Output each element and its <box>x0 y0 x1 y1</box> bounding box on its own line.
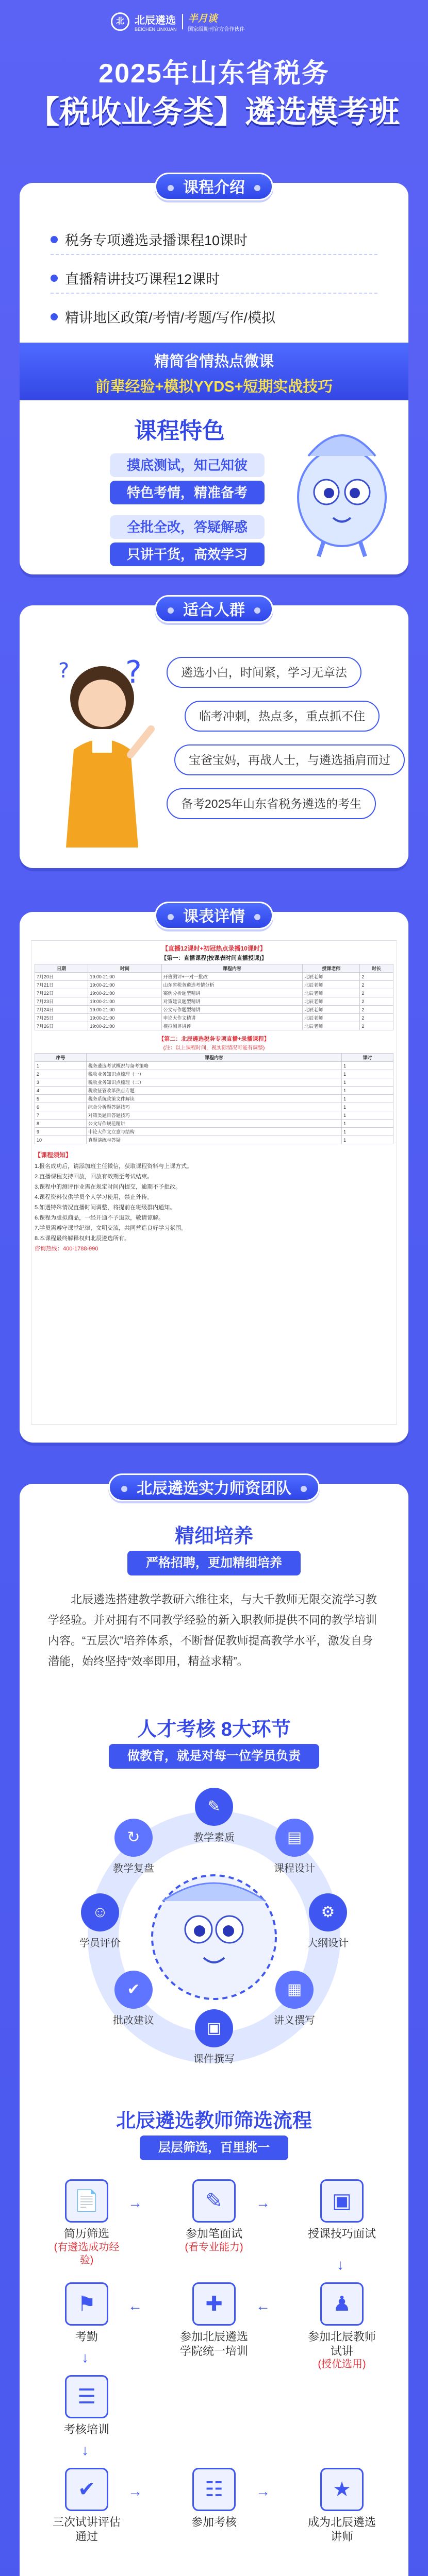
table-row: 7月24日 19:00-21:00 公文写作题型精讲 北辰老师 2 <box>35 1006 393 1014</box>
schedule-sheet <box>31 940 397 1425</box>
list-item: 7.学员需遵守课堂纪律，文明交流，共同营造良好学习氛围。 <box>35 1225 187 1231</box>
arrow-down-icon: ↓ <box>337 2257 344 2273</box>
divider <box>51 293 377 294</box>
schedule-title: 课表详情 <box>155 902 273 929</box>
table-row: 10 真题演练与答疑 1 <box>35 1136 393 1144</box>
team-title: 北辰遴选实力师资团队 <box>108 1473 320 1501</box>
schedule-table-recorded: 序号 课程内容 课时 1 税务遴选考试概况与备考策略 1 2 税收业务知识点梳理（一） 1 3 税收业务知识点梳理（二） 1 4 税收征管改革热点专题 1 5 税务系统政策文件解读 1 6 综合分析题答题技巧 1 7 对策类题目答题技巧 1 8 公文写作规范精讲 1 9 申论大作文立意与结构 1 10 真题演练与答疑 1 <box>35 1053 393 1144</box>
notes-list <box>35 1161 393 1254</box>
school-icon: ✚ <box>192 2282 236 2326</box>
node-icon: ▣ <box>195 2009 233 2047</box>
node-icon: ▦ <box>275 1971 314 2009</box>
banner-line1: 精简省情热点微课 <box>154 353 274 370</box>
flow-step: ⚑ 考勤 <box>48 2282 125 2344</box>
table-row: 7月21日 19:00-21:00 山东省税务遴选考情分析 北辰老师 2 <box>35 981 393 989</box>
logo-icon: 北 <box>111 12 129 31</box>
notes-title: 【课程须知】 <box>35 1151 72 1159</box>
node-icon: ✎ <box>195 1788 233 1826</box>
flow-step: ▣ 授课技巧面试 <box>303 2179 381 2241</box>
node-icon: ☺ <box>81 1893 119 1931</box>
schedule-section2: 【第二：北辰遴选税务专项直播+录播课程】 <box>158 1036 270 1042</box>
flow-step: ★ 成为北辰遴选讲师 <box>303 2468 381 2544</box>
logo-pinyin: BEICHEN LINXUAN <box>135 26 177 32</box>
feature-item: 特色考情，精准备考 <box>110 481 265 504</box>
arrow-right-icon: → <box>256 2483 270 2499</box>
flow-step: ✔ 三次试讲评估通过 <box>48 2468 125 2544</box>
flow-step: ☰ 考核培训 <box>48 2375 125 2437</box>
partner-sub: 国家级期刊官方合作伙伴 <box>188 27 245 32</box>
title-line2: 【税收业务类】遴选模考班 <box>28 95 400 129</box>
schedule-section2-note: (注：以上课程时间，视实际情况可能有调整) <box>163 1045 265 1051</box>
checklist-icon: ☰ <box>65 2375 108 2418</box>
team-sub3: 北辰遴选教师筛选流程 <box>116 2110 312 2132</box>
table-row: 7月25日 19:00-21:00 申论大作文精讲 北辰老师 2 <box>35 1014 393 1022</box>
list-item: 2.直播课程支持回放，回放有效期至考试结束。 <box>35 1174 153 1180</box>
flow-step: ✚ 参加北辰遴选学院统一培训 <box>175 2282 253 2358</box>
divider <box>51 254 377 255</box>
list-item: 5.如遇特殊情况直播时间调整，将提前在班级群内通知。 <box>35 1205 176 1211</box>
list-item: 6.课程为虚拟商品，一经开通不予退款，敬请谅解。 <box>35 1215 164 1221</box>
logo-name: 北辰遴选 <box>135 14 176 26</box>
table-row: 4 税收征管改革热点专题 1 <box>35 1087 393 1095</box>
node-icon: ✔ <box>114 1971 153 2009</box>
table-row: 8 公文写作规范精讲 1 <box>35 1120 393 1128</box>
ring-node: ✔ 批改建议 <box>110 1971 157 2027</box>
team-sub1: 精细培养 <box>174 1526 253 1547</box>
title-line1: 2025年山东省税务 <box>98 59 330 89</box>
table-row: 7月22日 19:00-21:00 案例分析题型精讲 北辰老师 2 <box>35 989 393 997</box>
assessment-ring <box>59 1783 369 2092</box>
ring-node: ↻ 教学复盘 <box>110 1819 157 1875</box>
intro-title: 课程介绍 <box>155 173 273 200</box>
intro-banner <box>20 343 408 400</box>
table-row: 1 税务遴选考试概况与备考策略 1 <box>35 1062 393 1070</box>
schedule-section1: 【第一：直播课程(按课表时间直播授课)】 <box>161 955 267 961</box>
table-row: 7月20日 19:00-21:00 开班测评+一对一批改 北辰老师 2 <box>35 973 393 981</box>
attendance-icon: ⚑ <box>65 2282 108 2326</box>
ring-node: ▣ 课件撰写 <box>190 2009 238 2065</box>
intro-item: 税务专项遴选录播课程10课时 <box>51 229 248 249</box>
table-row: 9 申论大作文立意与结构 1 <box>35 1128 393 1136</box>
schedule-card <box>20 908 408 1443</box>
approve-icon: ✔ <box>65 2468 108 2511</box>
audience-item: 临考冲刺，热点多，重点抓不住 <box>185 701 380 732</box>
audience-card <box>20 602 408 868</box>
teacher-illustration-icon <box>48 652 156 848</box>
table-row: 6 综合分析题答题技巧 1 <box>35 1103 393 1111</box>
training-icon: ♟ <box>320 2282 364 2326</box>
arrow-left-icon: ← <box>128 2298 142 2314</box>
teacher-star-icon: ★ <box>320 2468 364 2511</box>
selection-flow <box>20 2179 408 2576</box>
ring-node: ▤ 课程设计 <box>271 1819 318 1875</box>
intro-card <box>20 179 408 574</box>
bullet-icon <box>51 313 58 320</box>
arrow-right-icon: → <box>256 2195 270 2211</box>
resume-icon: 📄 <box>65 2179 108 2223</box>
feature-item: 全批全改，答疑解惑 <box>110 515 265 539</box>
table-row: 3 税收业务知识点梳理（二） 1 <box>35 1078 393 1087</box>
presentation-icon: ▣ <box>320 2179 364 2223</box>
bullet-icon <box>51 236 58 243</box>
bullet-icon <box>51 275 58 282</box>
table-row: 7月26日 19:00-21:00 模拟测评讲评 北辰老师 2 <box>35 1022 393 1030</box>
table-row: 7月23日 19:00-21:00 对策建议题型精讲 北辰老师 2 <box>35 997 393 1006</box>
list-item: 3.课程中的测评作业需在规定时间内提交，逾期不予批改。 <box>35 1184 182 1190</box>
list-item: 8.本课程最终解释权归北辰遴选所有。 <box>35 1235 130 1242</box>
arrow-left-icon: ← <box>256 2298 270 2314</box>
mascot-icon <box>288 420 396 559</box>
partner-logo: 半月谈 <box>188 13 218 24</box>
schedule-header: 【直播12课时+初冠热点录播10课时】 <box>162 945 266 952</box>
node-icon: ▤ <box>275 1819 314 1857</box>
header <box>0 0 428 170</box>
arrow-right-icon: → <box>128 2195 142 2211</box>
exam-icon: ☷ <box>192 2468 236 2511</box>
features-title: 课程特色 <box>134 418 225 444</box>
ring-node: ▦ 讲义撰写 <box>271 1971 318 2027</box>
arrow-down-icon: ↓ <box>81 2349 89 2365</box>
audience-item: 宝爸宝妈，再战人士，与遴选插肩而过 <box>174 744 405 775</box>
audience-item: 遴选小白，时间紧，学习无章法 <box>167 657 361 688</box>
flow-step: ✎ 参加笔面试 (看专业能力) <box>175 2179 253 2254</box>
banner-line2: 前辈经验+模拟YYDS+短期实战技巧 <box>95 379 333 395</box>
ring-node: ✎ 教学素质 <box>190 1788 238 1844</box>
ring-node: ⚙ 大纲设计 <box>304 1893 352 1950</box>
node-icon: ↻ <box>114 1819 153 1857</box>
svg-text:?: ? <box>58 659 70 683</box>
team-ribbon3: 层层筛选，百里挑一 <box>140 2136 288 2160</box>
list-item: 4.课程资料仅供学员个人学习使用，禁止外传。 <box>35 1194 153 1200</box>
audience-item: 备考2025年山东省税务遴选的考生 <box>167 788 376 819</box>
intro-item: 直播精讲技巧课程12课时 <box>51 268 220 288</box>
node-icon: ⚙ <box>309 1893 347 1931</box>
intro-item: 精讲地区政策/考情/考题/写作/模拟 <box>51 307 275 327</box>
flow-step: ☷ 参加考核 <box>175 2468 253 2530</box>
header-logo <box>111 11 317 32</box>
team-paragraph: 北辰遴选搭建教学教研六维往来，与大千教师无限交流学习教学经验。并对拥有不同教学经验的新入职教师提供不同的教学培训内容。“五层次”培养体系，不断督促教师提高教学水平，激发自身潜能，始终坚持“效率即用，精益求精”。 <box>48 1593 377 1668</box>
pen-icon: ✎ <box>192 2179 236 2223</box>
team-ribbon2: 做教育，就是对每一位学员负责 <box>109 1744 319 1769</box>
table-row: 5 税务系统政策文件解读 1 <box>35 1095 393 1103</box>
arrow-down-icon: ↓ <box>81 2442 89 2458</box>
flow-step: ♟ 参加北辰教师试讲 (授优选用) <box>303 2282 381 2371</box>
feature-item: 只讲干货，高效学习 <box>110 543 265 566</box>
audience-title: 适合人群 <box>155 595 273 623</box>
flow-step: 📄 简历筛选 (有遴选成功经验) <box>48 2179 125 2267</box>
team-card <box>20 1480 408 2576</box>
feature-item: 摸底测试，知己知彼 <box>110 453 265 477</box>
team-sub2: 人才考核 8大环节 <box>137 1719 291 1740</box>
ring-node: ☺ 学员评价 <box>76 1893 124 1950</box>
schedule-table-live: 日期 时间 课程内容 授课老师 时长 7月20日 19:00-21:00 开班测评+一对一批改 北辰老师 2 7月21日 19:00-21:00 山东省税务遴选考情分析 北辰老师 2 7月22日 19:00-21:00 案例分析题型精讲 北辰老师 2 7月23日 19:00-21:00 对策建议题型精讲 北辰老师 2 7月24日 19:00-21:00 公文写作题型精讲 北辰老师 2 7月25日 19:00-21:00 申论大作文精讲 北辰老师 2 7月26日 19:00-21:00 模拟测评讲评 北辰老师 2 <box>35 964 393 1030</box>
service-line: 咨询热线：400-1788-990 <box>35 1246 98 1252</box>
arrow-right-icon: → <box>128 2483 142 2499</box>
table-row: 7 对策类题目答题技巧 1 <box>35 1111 393 1120</box>
team-ribbon1: 严格招聘，更加精细培养 <box>127 1551 301 1575</box>
svg-text:?: ? <box>125 654 142 690</box>
table-row: 2 税收业务知识点梳理（一） 1 <box>35 1070 393 1078</box>
list-item: 1.报名成功后，请添加班主任微信，获取课程资料与上课方式。 <box>35 1163 193 1170</box>
